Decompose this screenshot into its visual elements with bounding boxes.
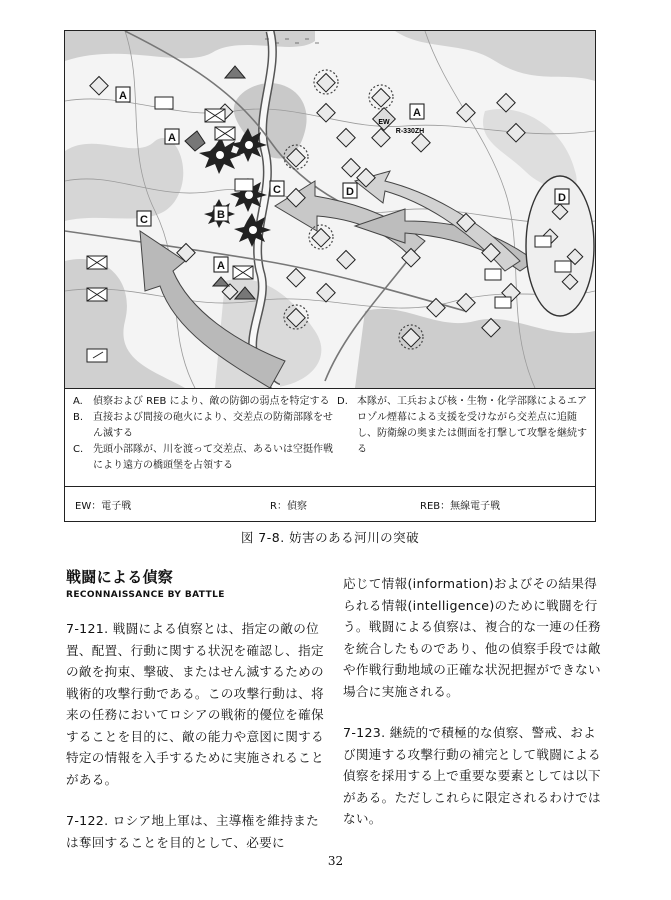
paragraph-7-122-continued: 応じて情報(information)およびその結果得られる情報(intelligence)のために戦闘を行う。戦闘による偵察は、複合的な一連の任務を統合したものであり、他の偵察手段では敵や作戦行動地域の正確な状況把握ができない場合に実施される。: [343, 576, 601, 699]
legend-key: C.: [73, 444, 84, 455]
phase-label-a-north: A: [168, 132, 176, 144]
phase-label-d-main: D: [558, 192, 566, 204]
legend-item-c: [73, 442, 335, 474]
tactical-map: [65, 31, 595, 389]
abbr-ew: EW：電子戦: [75, 501, 132, 512]
terrain-shading: [65, 138, 183, 221]
legend-key: A.: [73, 396, 83, 407]
legend-key: B.: [73, 412, 84, 423]
legend-item-d: [337, 394, 587, 458]
r330zh-tag: R-330ZH: [395, 128, 425, 135]
phase-label-a-west: A: [119, 90, 127, 102]
figure-caption: 図 7-8. 妨害のある河川の突破: [240, 530, 420, 545]
legend-text: 直接および間接の砲火により、交差点の防衛部隊をせん滅する: [93, 412, 333, 439]
legend-item-a: [73, 394, 335, 410]
phase-label-d-center: D: [346, 186, 354, 198]
phase-label-b: B: [217, 209, 225, 221]
figure-legend: [65, 388, 595, 487]
abbr-r: R：偵察: [270, 501, 307, 512]
legend-text: 偵察および REB により、敵の防御の弱点を特定する: [93, 396, 330, 407]
legend-left-column: [73, 394, 335, 474]
phase-label-a-south: A: [217, 260, 225, 272]
legend-text: 先頭小部隊が、川を渡って交差点、あるいは空挺作戦により遠方の橋頭堡を占領する: [93, 444, 333, 471]
figure-7-8: [64, 30, 596, 522]
section-heading-jp: 戦闘による偵察: [66, 568, 174, 586]
section-heading-en: RECONNAISSANCE BY BATTLE: [66, 590, 225, 600]
phase-label-c-west: C: [140, 214, 148, 226]
paragraph-7-123: 7-123. 継続的で積極的な偵察、警戒、および関連する攻撃行動の補完として戦闘による偵察を採用する上で重要な要素としては以下がある。ただしこれらに限定されるわけではない。: [343, 725, 601, 826]
paragraph-7-121: 7-121. 戦闘による偵察とは、指定の敵の位置、配置、行動に関する状況を確認し、指定の敵を拘束、撃破、またはせん滅するための戦術的攻撃行動である。この攻撃行動は、将来の任務においてロシアの戦術的優位を確保することを目的に、敵の能力や意図に関する特定の情報を入手するために実施されることがある。: [66, 621, 324, 787]
right-column: [343, 573, 601, 850]
paragraph-7-122: 7-122. ロシア地上軍は、主導権を維持または奪回することを目的として、必要に: [66, 813, 320, 850]
phase-label-c-center: C: [273, 184, 281, 196]
phase-label-a-east: A: [413, 107, 421, 119]
left-column: [66, 566, 324, 873]
tactical-map-drawing: [65, 31, 595, 388]
abbreviation-row: [65, 486, 595, 521]
abbr-reb: REB：無線電子戦: [420, 501, 501, 512]
page-number: 32: [327, 854, 344, 868]
legend-right-column: [337, 394, 587, 458]
legend-text: 本隊が、工兵および核・生物・化学部隊によるエアロゾル煙幕による支援を受けながら交差点に追随し、防衛線の奥または側面を打撃して攻撃を継続する: [357, 396, 587, 455]
legend-item-b: [73, 410, 335, 442]
ew-tag: EW: [378, 119, 390, 126]
legend-key: D.: [337, 396, 348, 407]
